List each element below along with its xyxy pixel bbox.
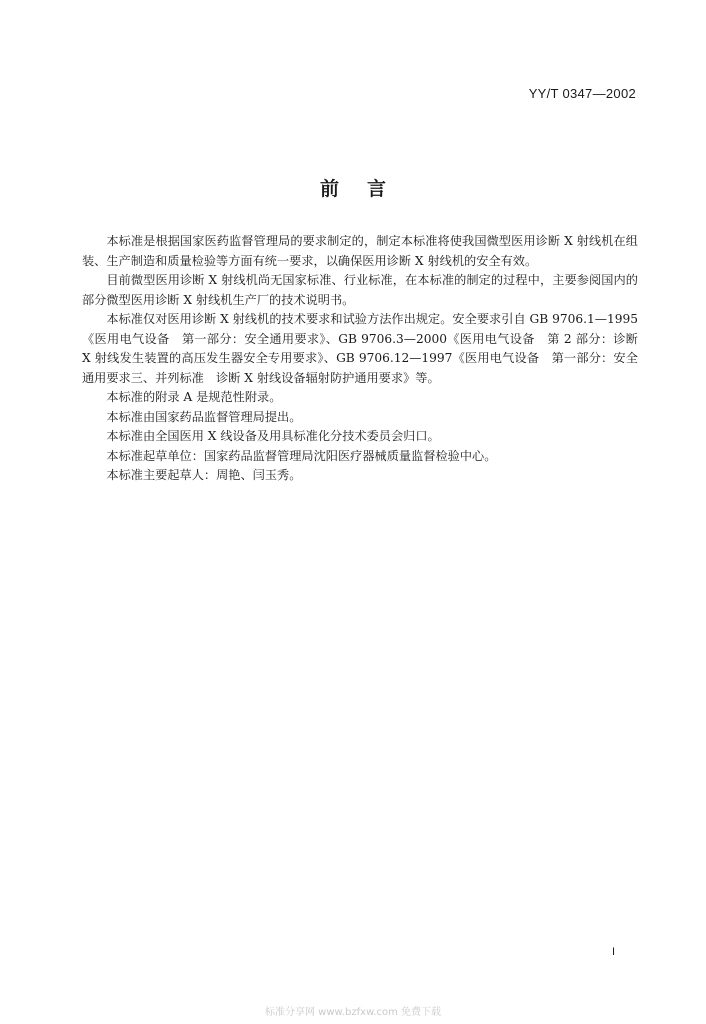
paragraph-scope: 本标准仅对医用诊断 X 射线机的技术要求和试验方法作出规定。安全要求引自 GB 9706.1—1995《医用电气设备 第一部分：安全通用要求》、GB 9706.3—2000《医用电气设备 第 2 部分：诊断 X 射线发生装置的高压发生器安全专用要求》、GB 9706.12—1997《医用电气设备 第一部分：安全通用要求三、并列标准 诊断 X 射线设备辐射防护通用要求》等。 [82,312,638,385]
paragraph-background: 目前微型医用诊断 X 射线机尚无国家标准、行业标准，在本标准的制定的过程中，主要参阅国内的部分微型医用诊断 X 射线机生产厂的技术说明书。 [82,273,638,307]
page-number: I [612,946,616,958]
paragraph-drafters: 本标准主要起草人：周艳、闫玉秀。 [106,468,302,482]
paragraph-annex: 本标准的附录 A 是规范性附录。 [106,390,282,404]
paragraph-drafting-unit: 本标准起草单位：国家药品监督管理局沈阳医疗器械质量监督检验中心。 [106,448,497,463]
standard-code: YY/T 0347—2002 [528,86,636,101]
paragraph-committee: 本标准由全国医用 X 线设备及用具标准化分技术委员会归口。 [106,429,440,443]
paragraph-purpose: 本标准是根据国家医药监督管理局的要求制定的，制定本标准将使我国微型医用诊断 X 射线机在组装、生产制造和质量检验等方面有统一要求，以确保医用诊断 X 射线机的安全有效。 [82,234,638,268]
site-watermark: 标准分享网 www.bzfxw.com 免费下载 [265,1007,441,1018]
foreword-body [82,232,638,486]
page-title: 前言 [319,178,414,200]
paragraph-proposer: 本标准由国家药品监督管理局提出。 [106,409,302,424]
